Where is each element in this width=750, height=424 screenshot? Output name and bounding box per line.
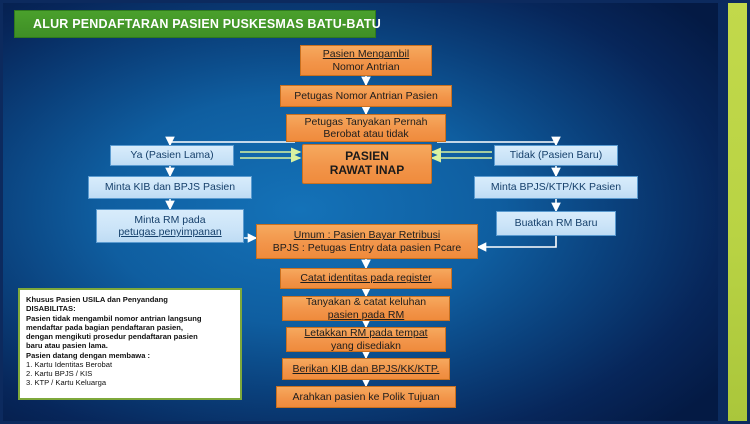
note-line-9: 2. Kartu BPJS / KIS — [26, 369, 93, 378]
note-line-6: baru atau pasien lama. — [26, 341, 108, 351]
page-title — [14, 10, 381, 38]
note-usila-disabilitas — [18, 288, 242, 400]
node-minta-bpjs-ktp-kk — [474, 176, 638, 199]
node-berikan-kib — [282, 358, 450, 380]
node-minta-rm-petugas — [96, 209, 244, 243]
node-berikan-kib-text: Berikan KIB dan BPJS/KK/KTP. — [292, 362, 440, 375]
node-pasien-rawat-inap-line1: PASIEN — [345, 149, 389, 164]
node-arahkan-pasien-text: Arahkan pasien ke Polik Tujuan — [292, 390, 440, 403]
node-ambil-nomor-antrian-line1: Pasien Mengambil — [322, 48, 410, 61]
node-petugas-tanyakan-line1: Petugas Tanyakan Pernah — [304, 115, 428, 128]
node-petugas-nomor-antrian — [280, 85, 452, 107]
node-umum-bpjs-merge — [256, 224, 478, 259]
node-bpjs-line: BPJS : Petugas Entry data pasien Pcare — [272, 241, 462, 254]
node-petugas-nomor-antrian-text: Petugas Nomor Antrian Pasien — [294, 89, 438, 102]
node-minta-kib-bpjs-text: Minta KIB dan BPJS Pasien — [104, 181, 236, 194]
node-letakkan-rm-line2: yang disediakn — [330, 339, 402, 352]
node-petugas-tanyakan — [286, 114, 446, 142]
node-ya-pasien-lama — [110, 145, 234, 166]
node-tanyakan-catat-keluhan-line1: Tanyakan & catat keluhan — [305, 296, 427, 309]
node-arahkan-pasien — [276, 386, 456, 408]
node-letakkan-rm — [286, 327, 446, 352]
node-ambil-nomor-antrian-line2: Nomor Antrian — [332, 60, 400, 73]
node-catat-identitas-text: Catat identitas pada register — [300, 272, 432, 285]
node-tanyakan-catat-keluhan — [282, 296, 450, 321]
node-umum-line: Umum : Pasien Bayar Retribusi — [293, 229, 441, 242]
node-tanyakan-catat-keluhan-line2: pasien pada RM — [327, 308, 405, 321]
node-catat-identitas — [280, 268, 452, 289]
node-petugas-tanyakan-line2: Berobat atau tidak — [323, 128, 409, 140]
right-band-gap — [718, 0, 728, 424]
node-tidak-pasien-baru-text: Tidak (Pasien Baru) — [509, 149, 603, 162]
right-color-band — [728, 0, 750, 424]
note-line-2: DISABILITAS: — [26, 304, 76, 314]
node-minta-bpjs-ktp-kk-text: Minta BPJS/KTP/KK Pasien — [490, 181, 622, 194]
page-title-text: ALUR PENDAFTARAN PASIEN PUSKESMAS BATU-BATU — [33, 17, 381, 31]
node-tidak-pasien-baru — [494, 145, 618, 166]
node-pasien-rawat-inap-line2: RAWAT INAP — [329, 163, 405, 177]
note-line-8: 1. Kartu Identitas Berobat — [26, 359, 113, 369]
note-line-1: Khusus Pasien USILA dan Penyandang — [26, 295, 168, 304]
note-line-7: Pasien datang dengan membawa : — [26, 350, 151, 360]
node-buatkan-rm-baru — [496, 211, 616, 236]
node-minta-rm-petugas-line2: petugas penyimpanan — [118, 226, 222, 238]
node-letakkan-rm-line1: Letakkan RM pada tempat — [304, 327, 428, 340]
node-minta-rm-petugas-line1: Minta RM pada — [134, 213, 206, 226]
note-line-10: 3. KTP / Kartu Keluarga — [26, 378, 107, 388]
note-line-5: dengan mengikuti prosedur pendaftaran pasien — [26, 332, 198, 341]
node-ya-pasien-lama-text: Ya (Pasien Lama) — [130, 149, 214, 162]
node-ambil-nomor-antrian — [300, 45, 432, 76]
note-line-4: mendaftar pada bagian pendaftaran pasien, — [26, 322, 183, 332]
node-minta-kib-bpjs — [88, 176, 252, 199]
node-buatkan-rm-baru-text: Buatkan RM Baru — [514, 217, 598, 230]
node-pasien-rawat-inap — [302, 144, 432, 184]
note-line-3: Pasien tidak mengambil nomor antrian langsung — [26, 313, 202, 323]
